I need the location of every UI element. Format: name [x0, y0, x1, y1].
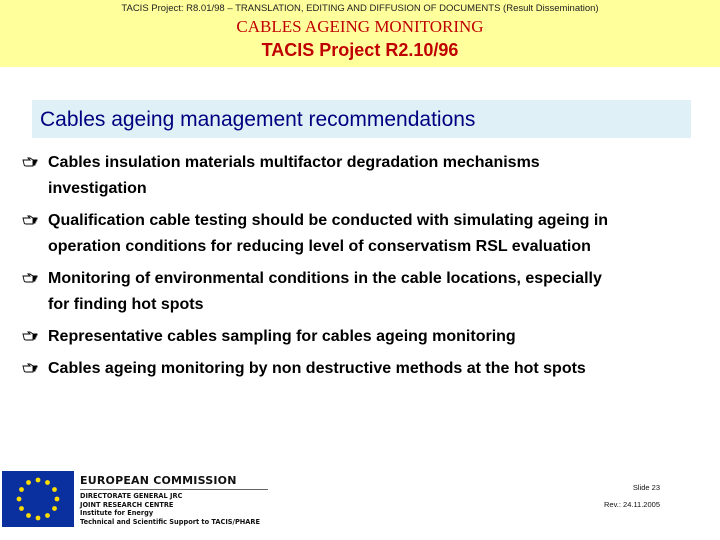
pointing-hand-icon [22, 272, 38, 284]
pointing-hand-icon [22, 214, 38, 226]
bullet-text: Cables insulation materials multifactor degradation mechanisms investigation [48, 154, 540, 197]
eu-flag-icon [2, 471, 74, 527]
pointing-hand-icon [22, 362, 38, 374]
pointing-hand-icon [22, 156, 38, 168]
bullet-text: Monitoring of environmental conditions in the cable locations, especially for finding hot spots [48, 270, 602, 313]
header-top-line: TACIS Project: R8.01/98 – TRANSLATION, EDITING AND DIFFUSION OF DOCUMENTS (Result Dissemination) [121, 3, 599, 14]
section-heading-box [32, 100, 691, 138]
bullet-text: Qualification cable testing should be conducted with simulating ageing in operation conditions for reducing level of conservatism RSL evaluation [48, 212, 609, 255]
commission-line: DIRECTORATE GENERAL JRC [80, 492, 183, 500]
slide-header [0, 0, 720, 67]
commission-line: JOINT RESEARCH CENTRE [80, 500, 174, 509]
slide-number: Slide 23 [632, 483, 660, 492]
header-title: CABLES AGEING MONITORING [236, 17, 484, 36]
bullet-text: Representative cables sampling for cables ageing monitoring [48, 328, 516, 345]
revision-date: Rev.: 24.11.2005 [603, 500, 660, 509]
commission-line: Institute for Energy [80, 509, 154, 518]
commission-block [80, 474, 268, 526]
commission-divider [80, 489, 268, 490]
header-project: TACIS Project R2.10/96 [261, 40, 459, 60]
pointing-hand-icon [22, 330, 38, 342]
bullet-text: Cables ageing monitoring by non destructive methods at the hot spots [48, 360, 586, 377]
section-heading: Cables ageing management recommendations [40, 108, 476, 131]
commission-line: Technical and Scientific Support to TACIS/PHARE [80, 517, 260, 526]
commission-title: EUROPEAN COMMISSION [80, 474, 237, 487]
